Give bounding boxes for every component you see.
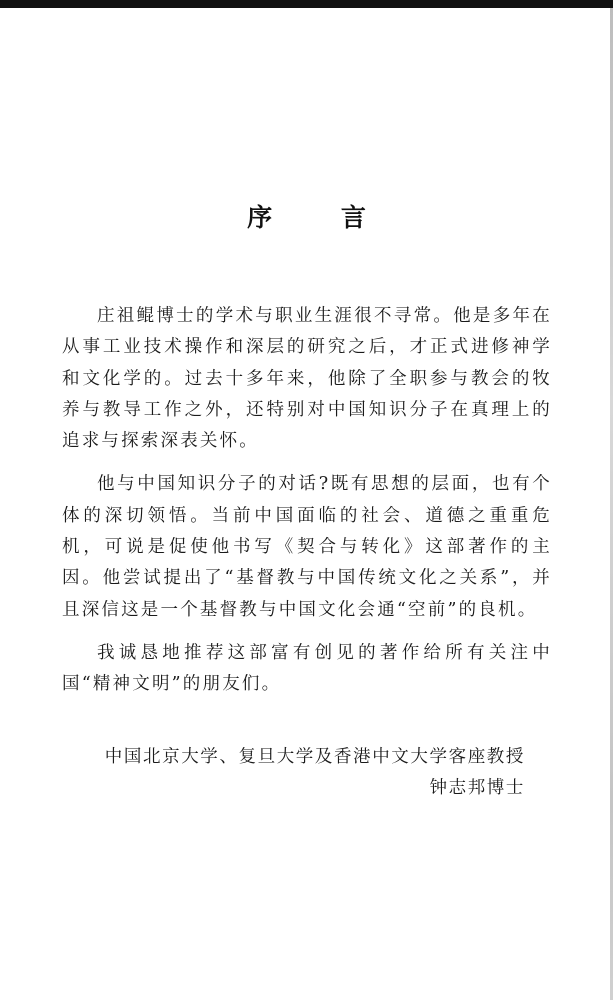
top-border [0, 0, 613, 8]
preface-body [62, 301, 552, 713]
signature-block [105, 742, 525, 804]
paragraph-3: 我诚恳地推荐这部富有创见的著作给所有关注中国“精神文明”的朋友们。 [62, 642, 552, 695]
page-title: 序 言 [247, 203, 396, 232]
author-name: 钟志邦博士 [429, 778, 525, 798]
paragraph-2: 他与中国知识分子的对话?既有思想的层面，也有个体的深切领悟。当前中国面临的社会、道德之重重危机，可说是促使他书写《契合与转化》这部著作的主因。他尝试提出了“基督教与中国传统文化之关系”，并且深信这是一个基督教与中国文化会通“空前”的良机。 [62, 474, 552, 620]
author-affiliation: 中国北京大学、复旦大学及香港中文大学客座教授 [104, 747, 525, 767]
paragraph-1: 庄祖鲲博士的学术与职业生涯很不寻常。他是多年在从事工业技术操作和深层的研究之后，才正式进修神学和文化学的。过去十多年来，他除了全职参与教会的牧养与教导工作之外，还特别对中国知识分子在真理上的追求与探索深表关怀。 [62, 306, 552, 452]
